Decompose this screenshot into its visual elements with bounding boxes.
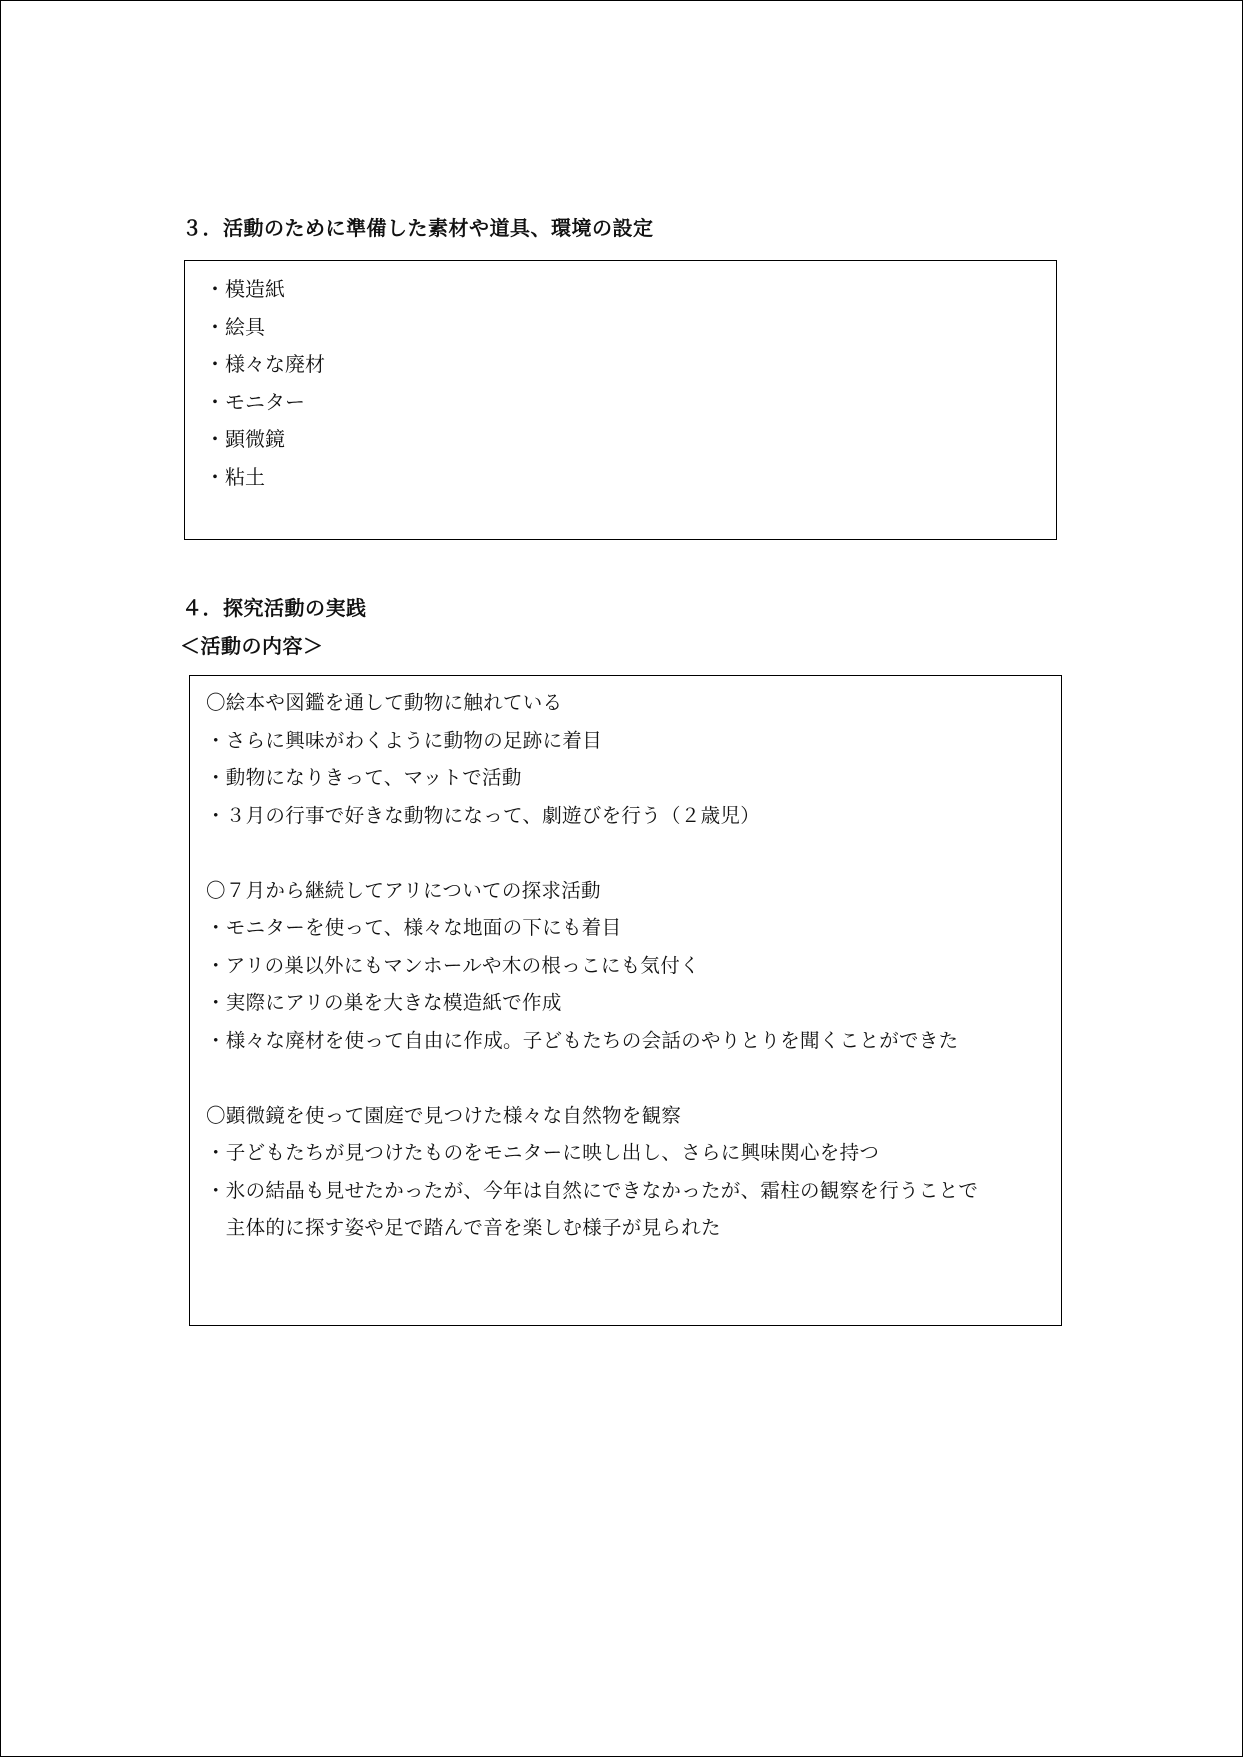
section-4-subheading: ＜活動の内容＞ [180, 634, 324, 658]
list-item: ・モニター [205, 389, 305, 414]
list-item: ・絵具 [205, 314, 265, 339]
list-item: ・氷の結晶も見せたかったが、今年は自然にできなかったが、霜柱の観察を行うことで [206, 1178, 979, 1202]
list-item: ・様々な廃材 [205, 352, 325, 377]
list-item: ・顕微鏡 [205, 427, 285, 452]
list-item: ・さらに興味がわくように動物の足跡に着目 [206, 728, 603, 752]
list-item: ・子どもたちが見つけたものをモニターに映し出し、さらに興味関心を持つ [206, 1141, 880, 1164]
section-4-heading: ４．探究活動の実践 [182, 596, 367, 620]
list-item: ・様々な廃材を使って自由に作成。子どもたちの会話のやりとりを聞くことができた [206, 1028, 959, 1052]
list-item: ・実際にアリの巣を大きな模造紙で作成 [206, 991, 562, 1014]
list-item: 〇絵本や図鑑を通して動物に触れている [206, 691, 563, 714]
materials-list [205, 271, 325, 497]
blank-line [206, 834, 978, 872]
list-item: 〇７月から継続してアリについての探求活動 [206, 878, 601, 902]
list-item: ・動物になりきって、マットで活動 [206, 766, 522, 789]
list-item: 主体的に探す姿や足で踏んで音を楽しむ様子が見られた [206, 1216, 721, 1239]
list-item: ・アリの巣以外にもマンホールや木の根っこにも気付く [206, 953, 700, 977]
section-3-heading: ３．活動のために準備した素材や道具、環境の設定 [182, 216, 654, 240]
activity-content-list [206, 684, 978, 1247]
list-item: ・模造紙 [205, 277, 285, 301]
list-item: 〇顕微鏡を使って園庭で見つけた様々な自然物を観察 [206, 1103, 682, 1127]
blank-line [206, 1059, 978, 1097]
list-item: ・粘土 [205, 464, 265, 489]
list-item: ・３月の行事で好きな動物になって、劇遊びを行う（２歳児） [206, 803, 761, 827]
list-item: ・モニターを使って、様々な地面の下にも着目 [206, 916, 622, 939]
